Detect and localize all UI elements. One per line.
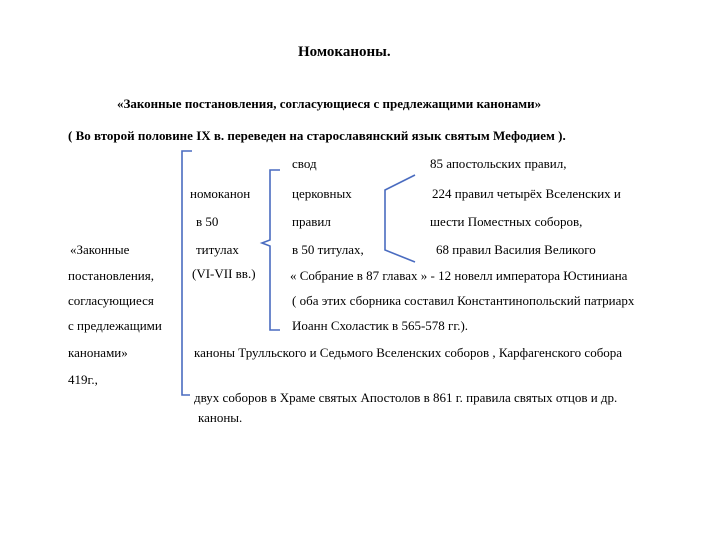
right-bracket — [385, 175, 415, 262]
lower-line-councils: каноны Трулльского и Седьмого Вселенских соборов , Карфагенского собора — [194, 345, 623, 360]
inner-text-cerkovnyh: церковных — [292, 186, 352, 201]
inner-text-pravil: правил — [292, 214, 331, 229]
lower-line-justinian: « Собрание в 87 главах » - 12 новелл императора Юстиниана — [290, 268, 628, 283]
right-text-local: шести Поместных соборов, — [430, 214, 583, 229]
mid-text-v50: в 50 — [196, 214, 219, 229]
lower-line-scholastic: Иоанн Схоластик в 565-578 гг.). — [292, 318, 469, 333]
lower-line-canons: каноны. — [198, 410, 243, 425]
left-text-2: постановления, — [68, 268, 154, 283]
left-text-3: согласующиеся — [68, 293, 154, 308]
left-text-6: 419г., — [68, 372, 98, 387]
subtitle: «Законные постановления, согласующиеся с предлежащими канонами» — [117, 96, 542, 111]
inner-text-50-titulah: в 50 титулах, — [292, 242, 364, 257]
left-text-4: с предлежащими — [68, 318, 162, 333]
left-text-1: «Законные — [70, 242, 130, 257]
right-text-ecumenical: 224 правил четырёх Вселенских и — [432, 186, 621, 201]
mid-text-titulah: титулах — [196, 242, 239, 257]
left-text-5: канонами» — [68, 345, 128, 360]
intro-line: ( Во второй половине IX в. переведен на старославянский язык святым Мефодием ). — [68, 128, 566, 143]
mid-text-century: (VI-VII вв.) — [192, 266, 256, 281]
right-text-basil: 68 правил Василия Великого — [436, 242, 596, 257]
mid-text-nomokanon: номоканон — [190, 186, 251, 201]
page-title: Номоканоны. — [298, 44, 391, 60]
lower-line-patriarch: ( оба этих сборника составил Константинопольский патриарх — [292, 293, 635, 308]
middle-bracket — [262, 170, 280, 330]
right-text-apostolic: 85 апостольских правил, — [430, 156, 567, 171]
lower-line-apostles: двух соборов в Храме святых Апостолов в 861 г. правила святых отцов и др. — [194, 390, 618, 405]
inner-text-svod: свод — [292, 156, 317, 171]
